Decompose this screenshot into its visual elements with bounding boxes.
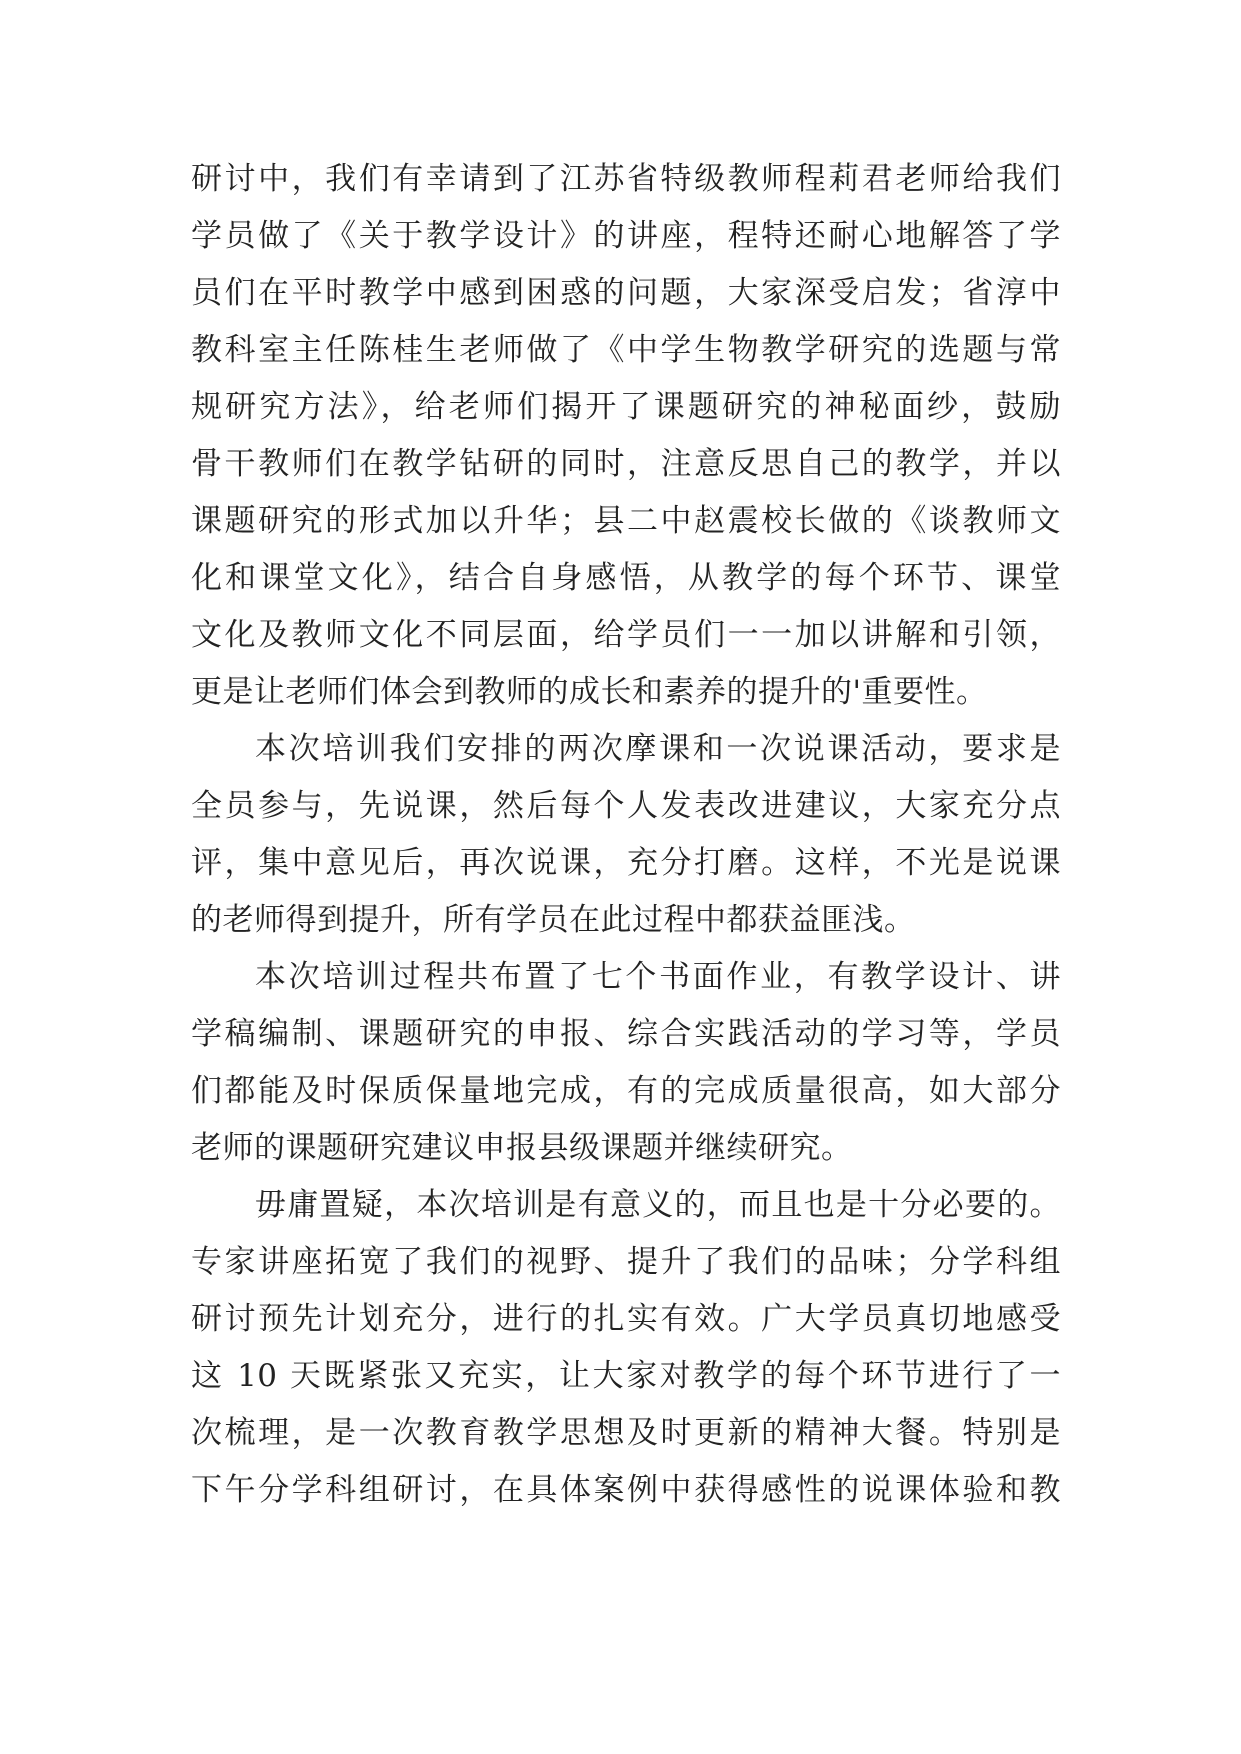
text-line: 学稿编制、课题研究的申报、综合实践活动的学习等，学员 bbox=[191, 1016, 1061, 1052]
text-line: 学员做了《关于教学设计》的讲座，程特还耐心地解答了学 bbox=[191, 218, 1061, 254]
text-line: 更是让老师们体会到教师的成长和素养的提升的'重要性。 bbox=[191, 674, 988, 710]
text-line: 研讨中，我们有幸请到了江苏省特级教师程莉君老师给我们 bbox=[191, 161, 1061, 197]
text-line: 们都能及时保质保量地完成，有的完成质量很高，如大部分 bbox=[191, 1073, 1061, 1109]
text-line: 规研究方法》，给老师们揭开了课题研究的神秘面纱，鼓励 bbox=[191, 389, 1061, 425]
text-line: 这 10 天既紧张又充实，让大家对教学的每个环节进行了一 bbox=[191, 1358, 1061, 1394]
text-line: 老师的课题研究建议申报县级课题并继续研究。 bbox=[191, 1130, 853, 1166]
text-line: 文化及教师文化不同层面，给学员们一一加以讲解和引领， bbox=[191, 617, 1061, 653]
text-line: 次梳理，是一次教育教学思想及时更新的精神大餐。特别是 bbox=[191, 1415, 1061, 1451]
text-line: 教科室主任陈桂生老师做了《中学生物教学研究的选题与常 bbox=[191, 332, 1061, 368]
text-line: 评，集中意见后，再次说课，充分打磨。这样，不光是说课 bbox=[191, 845, 1061, 881]
text-line: 全员参与，先说课，然后每个人发表改进建议，大家充分点 bbox=[191, 788, 1061, 824]
text-line: 毋庸置疑，本次培训是有意义的，而且也是十分必要的。 bbox=[255, 1187, 1061, 1223]
body-text bbox=[191, 151, 1061, 1519]
text-line: 下午分学科组研讨，在具体案例中获得感性的说课体验和教 bbox=[191, 1472, 1061, 1508]
text-line: 员们在平时教学中感到困惑的问题，大家深受启发；省淳中 bbox=[191, 275, 1061, 311]
text-line: 骨干教师们在教学钻研的同时，注意反思自己的教学，并以 bbox=[191, 446, 1061, 482]
text-line: 本次培训我们安排的两次摩课和一次说课活动，要求是 bbox=[255, 731, 1061, 767]
text-line: 专家讲座拓宽了我们的视野、提升了我们的品味；分学科组 bbox=[191, 1244, 1061, 1280]
text-line: 课题研究的形式加以升华；县二中赵震校长做的《谈教师文 bbox=[191, 503, 1061, 539]
text-line: 本次培训过程共布置了七个书面作业，有教学设计、讲 bbox=[255, 959, 1061, 995]
text-line: 的老师得到提升，所有学员在此过程中都获益匪浅。 bbox=[191, 902, 916, 938]
text-line: 研讨预先计划充分，进行的扎实有效。广大学员真切地感受 bbox=[191, 1301, 1061, 1337]
text-line: 化和课堂文化》，结合自身感悟，从教学的每个环节、课堂 bbox=[191, 560, 1061, 596]
